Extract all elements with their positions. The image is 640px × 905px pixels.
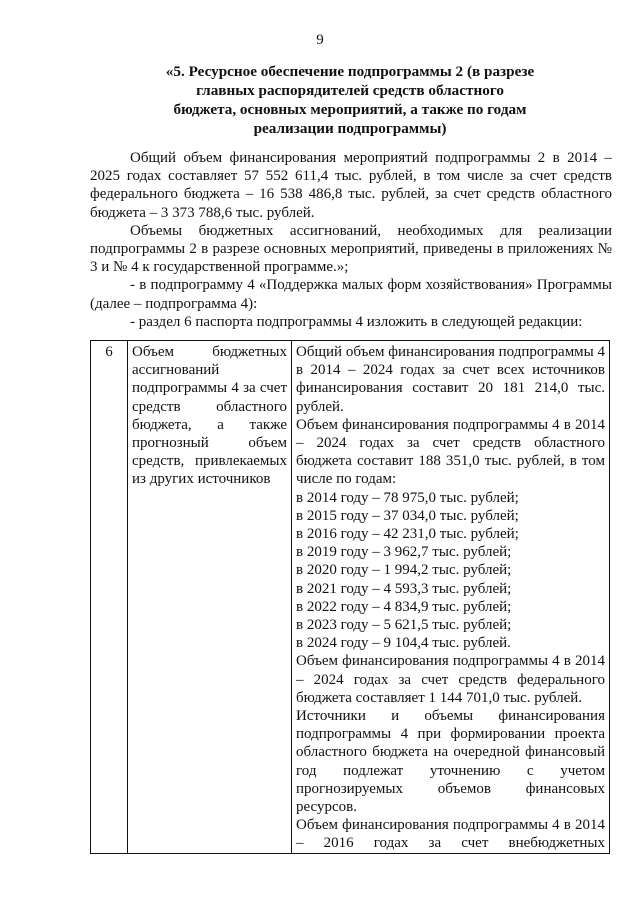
content-line: в 2019 году – 3 962,7 тыс. рублей; [296, 544, 512, 561]
content-line: Объем финансирования подпрограммы 4 в 2014 – 2016 годах за счет внебюджетных [296, 817, 605, 852]
content-line: в 2023 году – 5 621,5 тыс. рублей; [296, 617, 512, 634]
content-line: в 2015 году – 37 034,0 тыс. рублей; [296, 507, 519, 524]
row-label-cell [128, 341, 292, 854]
passport-table [90, 340, 610, 854]
content-line: в 2021 году – 4 593,3 тыс. рублей; [296, 580, 512, 597]
document-body [90, 149, 612, 331]
paragraph-budget-allocations: Объемы бюджетных ассигнований, необходимых для реализации подпрограммы 2 в разрезе основных мероприятий, приведены в приложениях № 3 и № 4 к государственной программе.»; [90, 222, 612, 276]
heading-line: реализации подпрограммы) [253, 120, 447, 137]
row-label-text: Объем бюджетных ассигнований подпрограммы 4 за счет средств областного бюджета, а также прогнозный объем средств, привлекаемых из других источников [132, 344, 287, 488]
section-heading [150, 62, 550, 138]
content-line: Объем финансирования подпрограммы 4 в 2014 – 2024 годах за счет средств федерального бюджета составляет 1 144 701,0 тыс. рублей. [296, 653, 605, 706]
content-line: Источники и объемы финансирования подпрограммы 4 при формировании проекта областного бюджета на очередной финансовый год подлежат уточнению с учетом прогнозируемых объемов финансовых ресурсов. [296, 708, 605, 816]
content-line: в 2020 году – 1 994,2 тыс. рублей; [296, 562, 512, 579]
heading-line: «5. Ресурсное обеспечение подпрограммы 2 (в разрезе [165, 63, 535, 80]
content-line: в 2014 году – 78 975,0 тыс. рублей; [296, 489, 519, 506]
heading-line: бюджета, основных мероприятий, а также по годам [173, 101, 527, 118]
row-content-cell [292, 341, 610, 854]
heading-line: главных распорядителей средств областного [196, 82, 504, 99]
content-line: в 2016 году – 42 231,0 тыс. рублей; [296, 526, 519, 543]
content-line: Общий объем финансирования подпрограммы 4 в 2014 – 2024 годах за счет всех источников финансирования составит 20 181 214,0 тыс. рублей. [296, 344, 606, 415]
content-line: в 2024 году – 9 104,4 тыс. рублей. [296, 635, 511, 652]
paragraph-subprogram-4: - в подпрограмму 4 «Поддержка малых форм хозяйствования» Программы (далее – подпрограмма 4): [90, 277, 612, 312]
content-line: Объем финансирования подпрограммы 4 в 2014 – 2024 годах за счет средств областного бюджета составит 188 351,0 тыс. рублей, в том числе по годам: [296, 416, 605, 488]
table-row [91, 341, 610, 854]
content-line: в 2022 году – 4 834,9 тыс. рублей; [296, 598, 512, 615]
paragraph-section-6: - раздел 6 паспорта подпрограммы 4 изложить в следующей редакции: [130, 313, 583, 330]
passport-table-container [90, 340, 610, 905]
paragraph-total-financing: Общий объем финансирования мероприятий подпрограммы 2 в 2014 – 2025 годах составляет 57 552 611,4 тыс. рублей, в том числе за счет средств федерального бюджета – 16 538 486,8 тыс. рублей, за счет средств областного бюджета – 3 373 788,6 тыс. рублей. [90, 150, 612, 221]
row-number-cell: 6 [91, 341, 128, 854]
page-number: 9 [316, 32, 324, 48]
